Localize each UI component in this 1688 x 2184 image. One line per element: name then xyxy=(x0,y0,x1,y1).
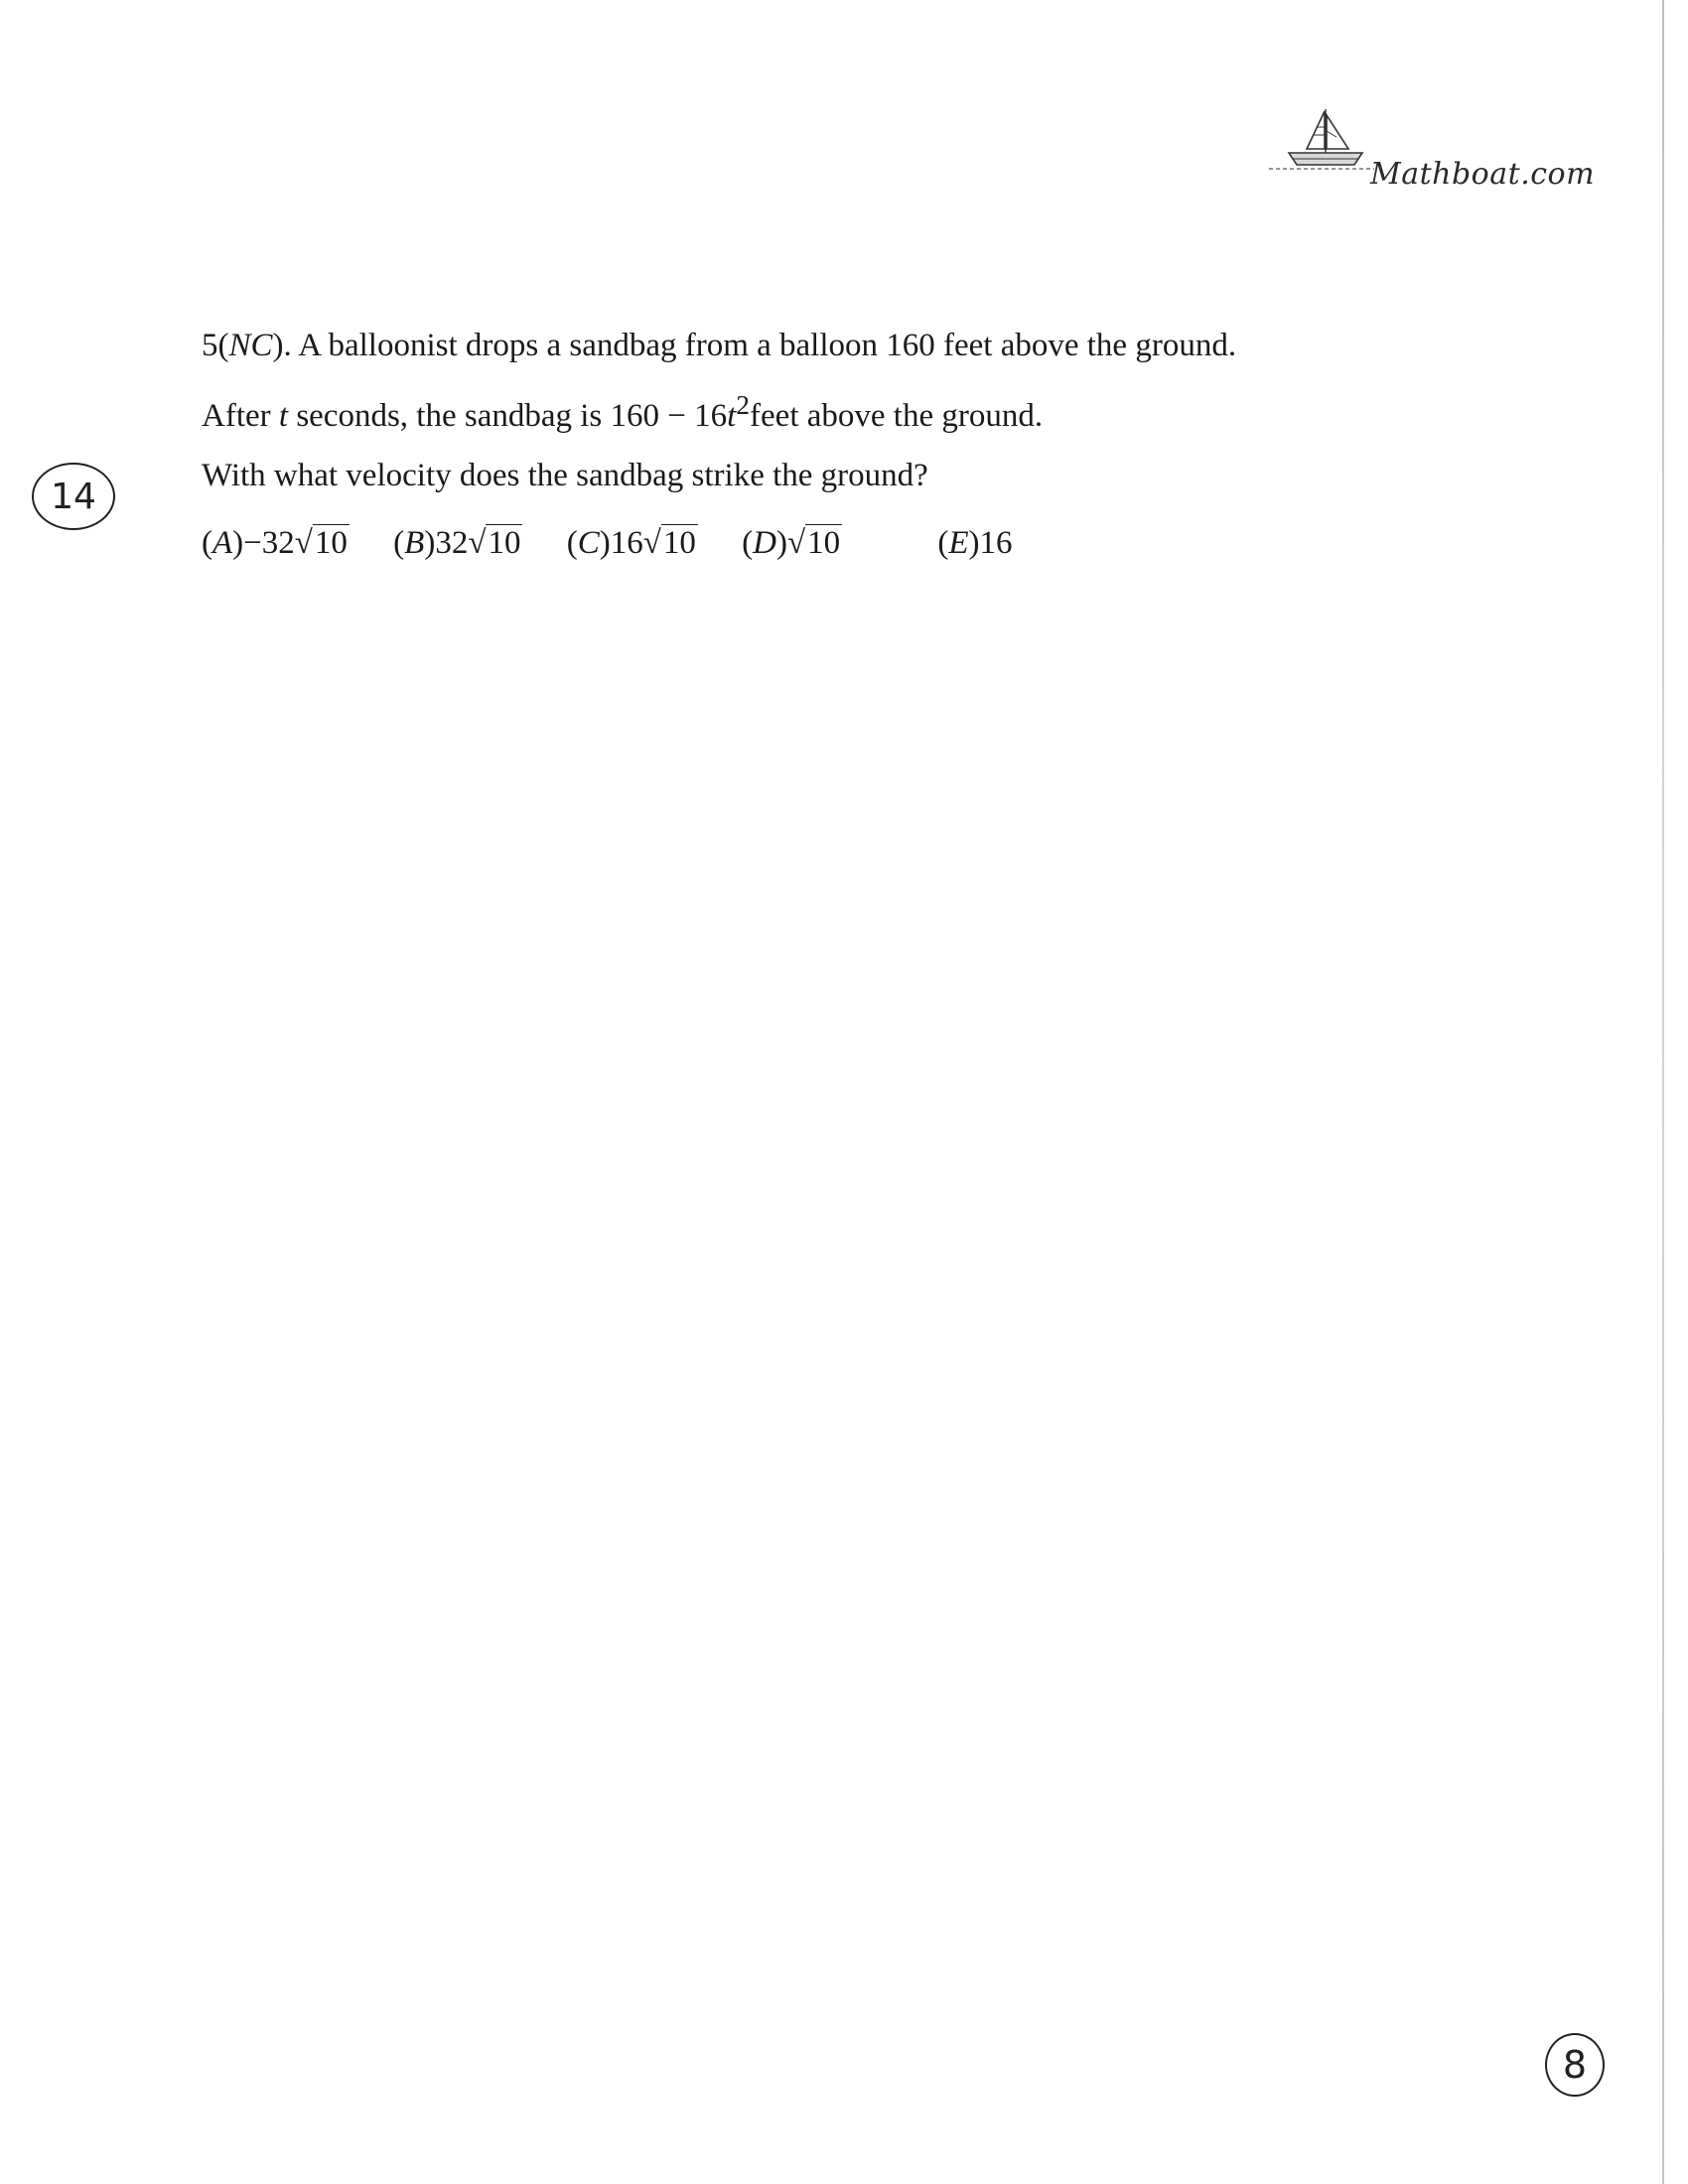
scan-edge xyxy=(1662,0,1664,2184)
problem-line-2 xyxy=(202,375,1393,446)
radicand: 10 xyxy=(314,525,348,561)
sqrt-symbol: √10 xyxy=(468,525,521,561)
logo-text: Mathboat.com xyxy=(1370,157,1596,192)
choice-coefficient: 16 xyxy=(610,525,643,561)
sqrt-symbol: √10 xyxy=(786,525,841,561)
choice-a[interactable]: (A)−32√10 xyxy=(202,513,350,573)
radicand: 10 xyxy=(488,525,521,561)
problem-tag: NC xyxy=(228,328,273,363)
page-number: 8 xyxy=(1545,2033,1605,2097)
choice-letter: C xyxy=(577,525,600,561)
choice-e[interactable]: (E)16 xyxy=(937,525,1013,561)
handwritten-circled-number: 14 xyxy=(32,463,115,530)
sqrt-symbol: √10 xyxy=(642,525,696,561)
site-logo xyxy=(1267,107,1595,203)
choice-letter: D xyxy=(753,525,776,561)
choice-letter: B xyxy=(404,525,425,561)
choice-d[interactable]: (D)√10 xyxy=(742,513,842,573)
exponent: 2 xyxy=(736,389,751,420)
choice-coefficient: 16 xyxy=(979,525,1013,561)
choice-coefficient: −32 xyxy=(243,525,295,561)
text-fragment: feet above the ground. xyxy=(750,398,1044,434)
text-fragment: After xyxy=(202,398,279,434)
choice-letter: E xyxy=(948,525,969,561)
sailboat-icon xyxy=(1267,107,1376,173)
radicand: 10 xyxy=(807,525,841,561)
answer-choices xyxy=(202,513,1393,573)
choice-coefficient: 32 xyxy=(435,525,469,561)
problem-line-1 xyxy=(202,316,1393,375)
choice-letter: A xyxy=(212,525,233,561)
variable-t: t xyxy=(727,398,737,434)
choice-c[interactable]: (C)16√10 xyxy=(567,513,698,573)
variable-t: t xyxy=(278,398,289,434)
choice-b[interactable]: (B)32√10 xyxy=(393,513,522,573)
problem-block xyxy=(202,316,1393,573)
sqrt-symbol: √10 xyxy=(294,525,348,561)
problem-line-3: With what velocity does the sandbag strike the ground? xyxy=(202,458,928,493)
radicand: 10 xyxy=(662,525,696,561)
problem-number: 5( xyxy=(202,328,229,363)
problem-statement: ). A balloonist drops a sandbag from a balloon 160 feet above the ground. xyxy=(272,328,1237,363)
text-fragment: seconds, the sandbag is 160 − 16 xyxy=(288,398,728,434)
